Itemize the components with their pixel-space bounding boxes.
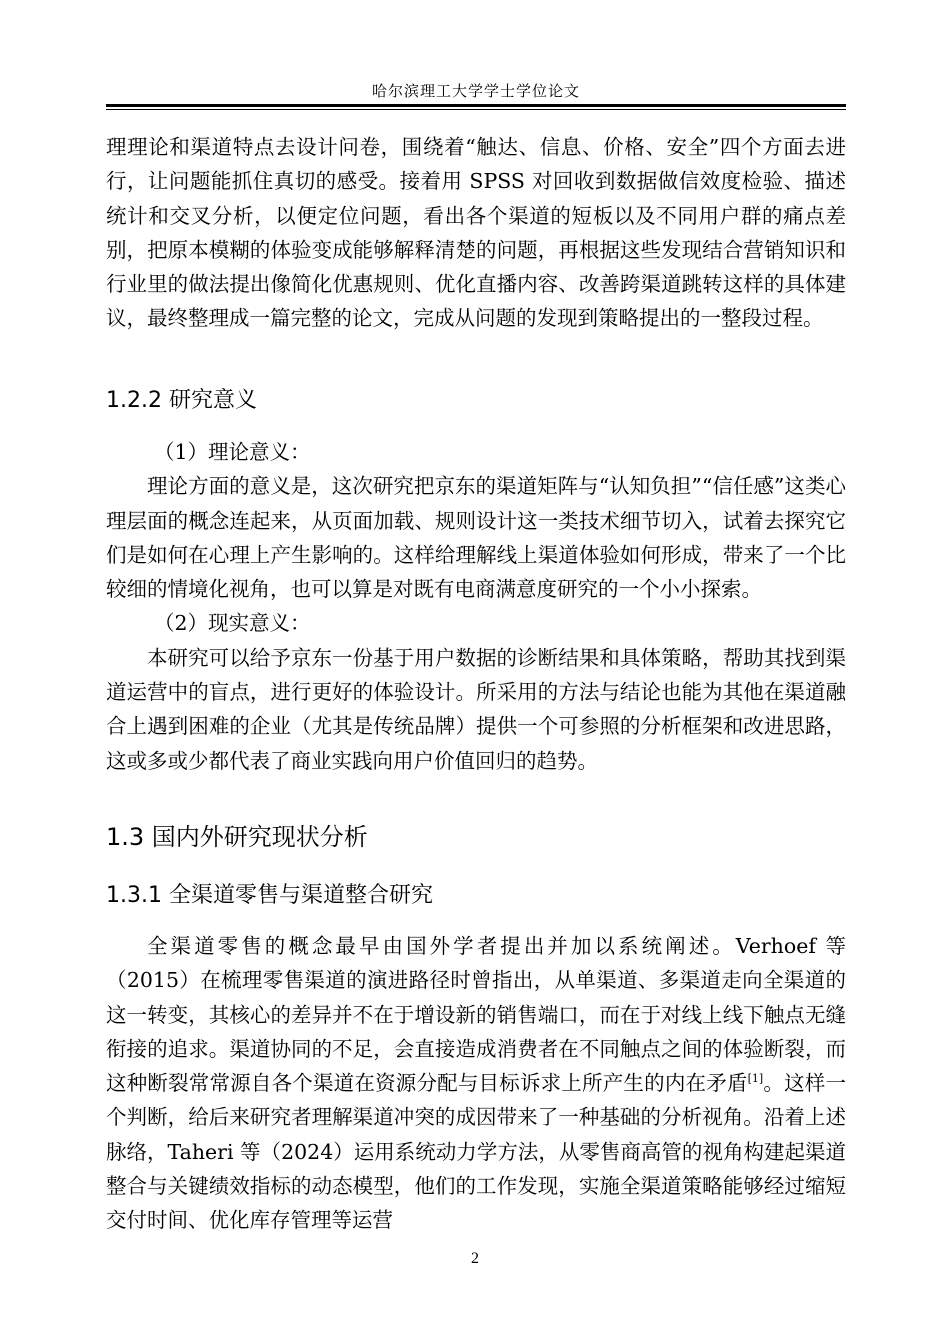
section-heading-1-3-1: 1.3.1 全渠道零售与渠道整合研究 xyxy=(106,883,433,908)
omnichannel-text-part2: 。这样一个判断，给后来研究者理解渠道冲突的成因带来了一种基础的分析视角。沿着上述脉络，Taheri 等（2024）运用系统动力学方法，从零售商高管的视角构建起渠道整合与关键绩效指标的动态模型，他们的工作发现，实施全渠道策略能够经过缩短交付时间、优化库存管理等运营 xyxy=(106,1071,847,1233)
practical-significance-paragraph: 本研究可以给予京东一份基于用户数据的诊断结果和具体策略，帮助其找到渠道运营中的盲点，进行更好的体验设计。所采用的方法与结论也能为其他在渠道融合上遇到困难的企业（尤其是传统品牌）提供一个可参照的分析框架和改进思路，这或多或少都代表了商业实践向用户价值回归的趋势。 xyxy=(106,645,846,773)
omnichannel-paragraph xyxy=(106,929,846,1238)
significance-block xyxy=(106,435,846,778)
omnichannel-text-part1: 全渠道零售的概念最早由国外学者提出并加以系统阐述。Verhoef 等（2015）在梳理零售渠道的演进路径时曾指出，从单渠道、多渠道走向全渠道的这一转变，其核心的差异并不在于增设新的销售端口，而在于对线上线下触点无缝衔接的追求。渠道协同的不足，会直接造成消费者在不同触点之间的体验断裂，而这种断裂常常源自各个渠道在资源分配与目标诉求上所产生的内在矛盾 xyxy=(106,934,846,1096)
running-header: 哈尔滨理工大学学士学位论文 xyxy=(371,82,580,100)
intro-paragraph: 理理论和渠道特点去设计问卷，围绕着“触达、信息、价格、安全”四个方面去进行，让问题能抓住真切的感受。接着用 SPSS 对回收到数据做信效度检验、描述统计和交叉分析，以便定位问题，看出各个渠道的短板以及不同用户群的痛点差别，把原本模糊的体验变成能够解释清楚的问题，再根据这些发现结合营销知识和行业里的做法提出像简化优惠规则、优化直播内容、改善跨渠道跳转这样的具体建议，最终整理成一篇完整的论文，完成从问题的发现到策略提出的一整段过程。 xyxy=(106,135,846,331)
section-heading-1-3: 1.3 国内外研究现状分析 xyxy=(106,823,368,851)
header-rule-thin xyxy=(106,109,846,110)
citation-ref-1[interactable]: [1] xyxy=(747,1072,764,1086)
page-number: 2 xyxy=(471,1250,479,1267)
theory-significance-paragraph: 理论方面的意义是，这次研究把京东的渠道矩阵与“认知负担”“信任感”这类心理层面的概念连起来，从页面加载、规则设计这一类技术细节切入，试着去探究它们是如何在心理上产生影响的。这样给理解线上渠道体验如何形成，带来了一个比较细的情境化视角，也可以算是对既有电商满意度研究的一个小小探索。 xyxy=(106,474,846,602)
omnichannel-block xyxy=(106,929,846,1238)
intro-paragraph-block xyxy=(106,130,846,336)
header-rule-thick xyxy=(106,104,846,107)
practical-significance-label: （2）现实意义： xyxy=(154,611,311,636)
theory-significance-label: （1）理论意义： xyxy=(154,440,311,464)
section-heading-1-2-2: 1.2.2 研究意义 xyxy=(106,388,257,413)
